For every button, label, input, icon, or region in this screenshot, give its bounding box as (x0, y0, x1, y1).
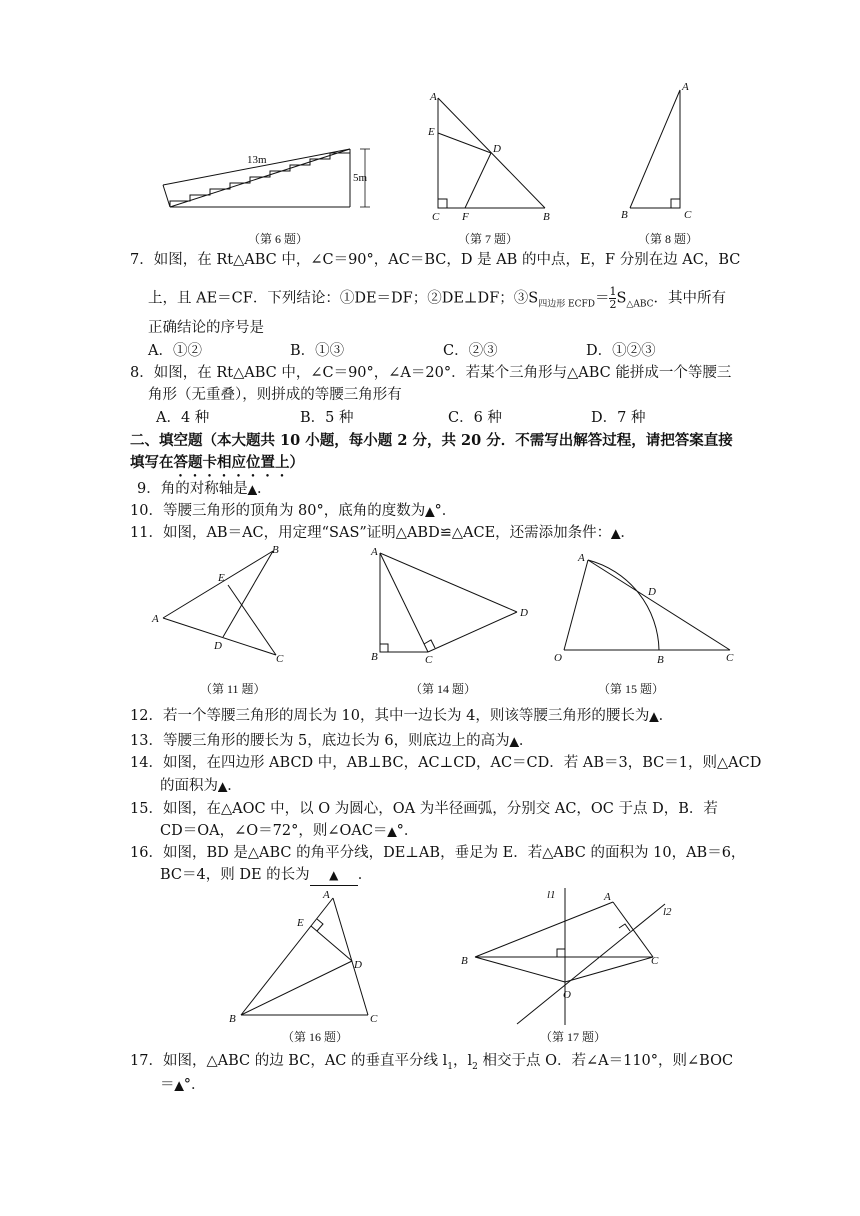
fraction-half: $\frac{1}{2}$ (609, 285, 617, 311)
arc-diagram-15 (550, 545, 750, 670)
figure-16 (225, 888, 385, 1028)
answer-mark: ▲ (425, 504, 435, 518)
svg-text:E: E (297, 917, 304, 929)
triangle-16 (225, 888, 385, 1028)
svg-text:A: A (152, 613, 159, 625)
svg-text:C: C (370, 1013, 378, 1025)
triangle-8 (618, 82, 698, 222)
answer-mark: ▲ (174, 1078, 184, 1092)
q7-opt-b: B．①③ (290, 343, 345, 359)
q16-line2: BC＝4，则 DE 的长为 ▲ ． (160, 865, 372, 886)
q7-opt-d: D．①②③ (586, 343, 656, 359)
caption-14: （第 14 题） (410, 682, 477, 696)
svg-text:A: A (430, 91, 437, 103)
q7-opt-c: C．②③ (443, 343, 498, 359)
q8-line2: 角形（无重叠），则拼成的等腰三角形有 (148, 387, 402, 403)
q7-line1: 7．如图，在 Rt△ABC 中，∠C＝90°，AC＝BC，D 是 AB 的中点，E，F 分别在边 AC，BC (130, 252, 741, 268)
answer-mark: ▲ (387, 824, 397, 838)
q8-line1: 8．如图，在 Rt△ABC 中，∠C＝90°，∠A＝20°．若某个三角形与△ABC 能拼成一个等腰三 (130, 365, 732, 381)
caption-15: （第 15 题） (598, 682, 665, 696)
q16-line1: 16．如图，BD 是△ABC 的角平分线，DE⊥AB，垂足为 E．若△ABC 的面积为 10，AB＝6， (130, 845, 746, 861)
q15-line2: CD＝OA，∠O＝72°，则∠OAC＝▲°． (160, 823, 419, 839)
svg-text:B: B (543, 211, 550, 223)
q9: 9．角的对称轴是▲． (137, 481, 272, 497)
height-label: 5m (353, 172, 368, 184)
caption-7: （第 7 题） (458, 232, 519, 246)
svg-text:A: A (578, 552, 585, 564)
answer-mark: ▲ (218, 779, 228, 793)
q14-line1: 14．如图，在四边形 ABCD 中，AB⊥BC，AC⊥CD，AC＝CD．若 AB＝3，BC＝1，则△ACD (130, 755, 762, 771)
svg-text:O: O (563, 989, 571, 1001)
q11: 11．如图，AB＝AC，用定理“SAS”证明△ABD≌△ACE，还需添加条件：▲． (130, 525, 635, 541)
caption-16: （第 16 题） (282, 1030, 349, 1044)
q13: 13．等腰三角形的腰长为 5，底边长为 6，则底边上的高为▲． (130, 733, 534, 749)
svg-text:B: B (657, 654, 664, 666)
section-heading-line1: 二、填空题（本大题共 10 小题，每小题 2 分，共 20 分．不需写出解答过程，请把答案直接 (130, 432, 733, 449)
answer-mark: ▲ (247, 482, 257, 496)
caption-8: （第 8 题） (638, 232, 699, 246)
q8-opt-b: B．5 种 (300, 410, 354, 426)
svg-text:F: F (462, 211, 469, 223)
svg-text:B: B (621, 209, 628, 221)
svg-text:D: D (354, 959, 362, 971)
section-heading-line2: 填写在答题卡相应位置上） (130, 454, 304, 471)
svg-text:B: B (461, 955, 468, 967)
triangles-11 (148, 545, 298, 665)
staircase-diagram (155, 125, 385, 220)
svg-text:C: C (432, 211, 440, 223)
figure-8 (618, 82, 698, 222)
svg-text:B: B (229, 1013, 236, 1025)
svg-text:l2: l2 (663, 906, 672, 918)
q17-line2: ＝▲°． (160, 1077, 206, 1093)
hyp-label: 13m (247, 154, 267, 166)
svg-text:C: C (276, 653, 284, 665)
q12: 12．若一个等腰三角形的周长为 10，其中一边长为 4，则该等腰三角形的腰长为▲． (130, 708, 674, 724)
svg-text:C: C (684, 209, 692, 221)
svg-text:E: E (218, 572, 225, 584)
q7-line2: 上，且 AE＝CF．下列结论：①DE＝DF；②DE⊥DF；$③S_{四边形 ECFD}=$ $\frac{1}{2}$ $S_{\triangle ABC}$．其中所有 (148, 285, 726, 311)
figure-7 (425, 88, 565, 223)
svg-text:A: A (604, 891, 611, 903)
caption-6: （第 6 题） (248, 232, 309, 246)
figure-14 (365, 545, 535, 665)
svg-text:D: D (648, 586, 656, 598)
q8-opt-a: A．4 种 (156, 410, 210, 426)
caption-11: （第 11 题） (200, 682, 266, 696)
caption-17: （第 17 题） (540, 1030, 607, 1044)
svg-text:C: C (425, 654, 433, 666)
q14-line2: 的面积为▲． (160, 778, 242, 794)
figure-6 (155, 125, 385, 220)
svg-text:A: A (682, 81, 689, 93)
svg-text:O: O (554, 652, 562, 664)
q10: 10．等腰三角形的顶角为 80°，底角的度数为▲°． (130, 503, 457, 519)
perpendicular-bisectors-17 (455, 882, 685, 1032)
svg-text:l1: l1 (547, 889, 556, 901)
answer-mark: ▲ (509, 734, 519, 748)
answer-mark: ▲ (611, 526, 621, 540)
quadrilateral-14 (365, 545, 535, 665)
svg-text:B: B (371, 651, 378, 663)
figure-15 (550, 545, 750, 670)
svg-text:C: C (726, 652, 734, 664)
figure-17 (455, 882, 685, 1032)
svg-text:B: B (272, 544, 279, 556)
svg-text:E: E (428, 126, 435, 138)
answer-mark: ▲ (649, 709, 659, 723)
figure-11 (148, 545, 298, 665)
svg-text:C: C (651, 955, 659, 967)
q8-opt-d: D．7 种 (591, 410, 646, 426)
svg-text:D: D (493, 143, 501, 155)
svg-text:A: A (323, 889, 330, 901)
q8-opt-c: C．6 种 (448, 410, 502, 426)
q15-line1: 15．如图，在△AOC 中，以 O 为圆心，OA 为半径画弧，分别交 AC，OC 于点 D，B．若 (130, 801, 718, 817)
triangle-7 (425, 88, 565, 223)
answer-mark: ▲ (310, 865, 358, 886)
svg-text:D: D (520, 607, 528, 619)
q7-opt-a: A．①② (148, 343, 202, 359)
q7-line3: 正确结论的序号是 (148, 320, 264, 336)
svg-text:D: D (214, 640, 222, 652)
q17-line1: 17．如图，△ABC 的边 BC，AC 的垂直平分线 $l_1$，$l_2$ 相交于点 O．若∠A＝110°，则∠BOC (130, 1053, 734, 1072)
svg-text:A: A (371, 546, 378, 558)
